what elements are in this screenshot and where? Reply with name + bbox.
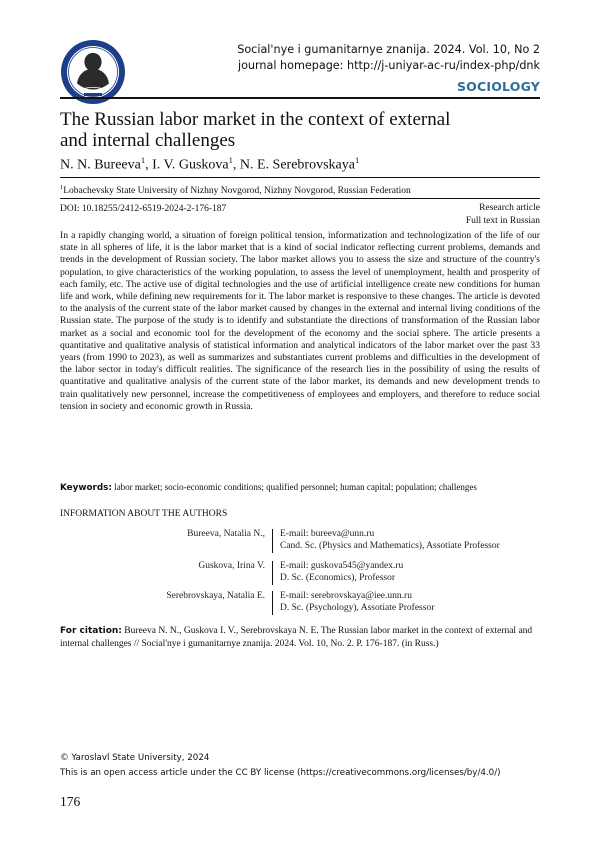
author-degree: D. Sc. (Economics), Professor xyxy=(280,573,396,583)
author-sup: 1 xyxy=(140,155,146,165)
author-info-row xyxy=(60,591,540,617)
author-info-row xyxy=(60,561,540,587)
license: This is an open access article under the CC BY license (https://creativecommons.org/licenses/by/4.0/) xyxy=(60,768,501,778)
author-email: E-mail: bureeva@unn.ru xyxy=(280,529,375,539)
affiliation-text: Lobachevsky State University of Nizhny Novgorod, Nizhny Novgorod, Russian Federation xyxy=(63,186,411,197)
author-info-name: Guskova, Irina V. xyxy=(198,561,265,571)
author-name: N. E. Serebrovskaya xyxy=(239,157,355,173)
doi: DOI: 10.18255/2412-6519-2024-2-176-187 xyxy=(60,204,227,214)
article-title: The Russian labor market in the context of external and internal challenges xyxy=(60,109,451,151)
journal-header xyxy=(150,42,540,74)
author-name: I. V. Guskova xyxy=(152,157,229,173)
author-info-name: Bureeva, Natalia N., xyxy=(187,529,265,539)
doi-rule xyxy=(60,198,540,199)
authors-info-heading: INFORMATION ABOUT THE AUTHORS xyxy=(60,509,228,519)
author-sup: 1 xyxy=(354,155,360,165)
author-sup: 1 xyxy=(228,155,233,165)
author-info-name: Serebrovskaya, Natalia E. xyxy=(166,591,265,601)
author-info-row xyxy=(60,529,540,555)
keywords-text: labor market; socio-economic conditions; qualified personnel; human capital; population; challenges xyxy=(114,482,477,492)
author-name: N. N. Bureeva xyxy=(60,157,141,173)
header-rule xyxy=(60,97,540,99)
author-list: N. N. Bureeva$^1$, I. V. Guskova$^1$, N. E. Serebrovskaya$^1$ xyxy=(60,155,360,173)
affiliation-sup: 1 xyxy=(60,184,64,191)
citation xyxy=(60,625,540,651)
section-label: SOCIOLOGY xyxy=(456,79,540,94)
keywords-label: Keywords: xyxy=(60,483,112,493)
fulltext-language: Full text in Russian xyxy=(465,215,540,226)
copyright: © Yaroslavl State University, 2024 xyxy=(60,753,210,763)
citation-text: Bureeva N. N., Guskova I. V., Serebrovskaya N. E. The Russian labor market in the context of external and internal challenges // Social'nye i gumanitarnye znanija. 2024. Vol. 10, No. 2. P. 176-187. (in Russ.) xyxy=(60,626,533,649)
article-type: Research article xyxy=(479,203,540,213)
article-type-block xyxy=(380,202,540,227)
affiliation xyxy=(60,184,540,196)
university-seal-logo xyxy=(60,39,126,105)
author-info-divider xyxy=(272,591,273,615)
citation-label: For citation: xyxy=(60,626,122,636)
author-degree: D. Sc. (Psychology), Assotiate Professor xyxy=(280,603,435,613)
journal-line: Social'nye i gumanitarnye znanija. 2024. Vol. 10, No 2 xyxy=(237,43,540,56)
author-info-divider xyxy=(272,529,273,553)
affiliation-rule xyxy=(60,177,540,178)
journal-homepage: journal homepage: http://j-uniyar-ac-ru/index-php/dnk xyxy=(237,59,540,72)
author-info-divider xyxy=(272,561,273,585)
author-degree: Cand. Sc. (Physics and Mathematics), Assotiate Professor xyxy=(280,541,500,551)
abstract: In a rapidly changing world, a situation of foreign political tension, informatization and technologization of the life of our state in all spheres of life, it is the labor market that is a kind of social indicator reflecting current problems, demands and trends in the development of Russian society. The labor market allows you to assess the size and structure of the country's population, to give characteristics of the working population, to assess the level of unemployment, health and prosperity of each family, etc. The active use of digital technologies and the use of artificial intelligence create new conditions for human life and work, while defining new requirements for it. The labor market is responsive to these changes. The article is devoted to the analysis of the current state of the labor market caused by changes in the external and internal living conditions of the Russian state. The purpose of the study is to identify and substantiate the directions of transformation of the Russian labor market as a social and economic tool for the development of the economy and the social sphere. The article presents a quantitative and qualitative analysis of statistical information and analytical indicators of the labor market over the past 33 years (from 1990 to 2023), as well as summarizes and substantiates current problems and difficulties in the development of the labor sector in today's difficult realities. The significance of the research lies in the possibility of using the results of quantitative and qualitative analysis of the current state of the labor market, its demands and new development trends to train qualitatively new personnel, increase the competitiveness of employees and employers, and therefore to reduce social tension in society and economic growth in Russia. xyxy=(60,230,540,412)
author-email: E-mail: serebrovskaya@iee.unn.ru xyxy=(280,591,412,601)
keywords xyxy=(60,482,540,493)
author-email: E-mail: guskova545@yandex.ru xyxy=(280,561,404,571)
page-number: 176 xyxy=(60,794,81,809)
